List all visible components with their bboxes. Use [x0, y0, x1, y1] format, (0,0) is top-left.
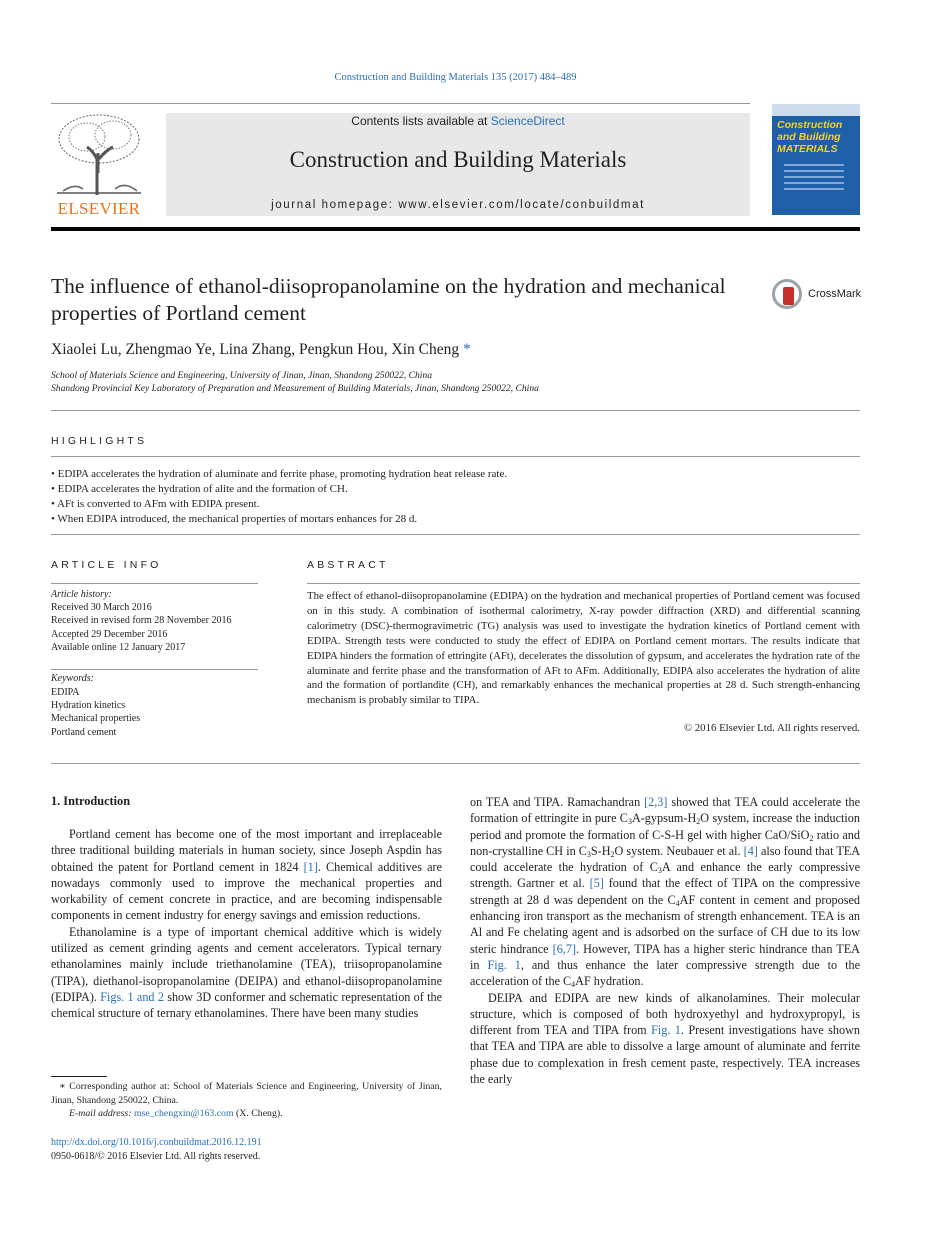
divider: [307, 583, 860, 584]
highlight-item: • EDIPA accelerates the hydration of alite and the formation of CH.: [51, 483, 348, 495]
footnote-rule: [51, 1076, 107, 1077]
journal-reference[interactable]: Construction and Building Materials 135 (2017) 484–489: [334, 72, 577, 83]
body-column-left: [51, 826, 442, 1022]
divider: [51, 583, 258, 584]
paragraph: Ethanolamine is a type of important chemical additive which is widely utilized as cement grinding agents and cement accelerators. Typical ternary ethanolamines mainly include triethanolamine (TEA), triisopropanolamine (TIPA), diethanol-isopropanolamine (DEIPA) and ethanol-diisopropanolamine (EDIPA). Figs. 1 and 2 show 3D conformer and schematic representation of the chemical structure of ternary ethanolamines. There have been many studies: [51, 924, 442, 1021]
keywords-label: Keywords:: [51, 673, 94, 684]
highlight-item: • EDIPA accelerates the hydration of aluminate and ferrite phase, promoting hydration heat release rate.: [51, 468, 508, 480]
article-info-heading: ARTICLE INFO: [51, 559, 162, 571]
citation-link[interactable]: [1]: [303, 859, 318, 874]
abstract-heading: ABSTRACT: [307, 559, 389, 571]
citation-link[interactable]: [4]: [743, 843, 758, 858]
paragraph: DEIPA and EDIPA are new kinds of alkanolamines. Their molecular structure, which is composed of both hydroxyethyl and hydroxypropyl, is different from TEA and TIPA from Fig. 1. Present investigations have shown that TEA and TIPA are able to dissolve a large amount of aluminate and ferrite phase due to complexation in fresh cement paste, respectively. TEA increases the early: [470, 990, 860, 1087]
header-divider: [51, 103, 750, 104]
elsevier-logo[interactable]: [51, 113, 147, 217]
journal-banner: [166, 113, 750, 216]
paragraph: Portland cement has become one of the most important and irreplaceable three traditional building materials in human society, since Joseph Aspdin has obtained the patent for Portland cement in 1824 [1]. Chemical additives are nowadays commonly used to improve the mechanical properties and workability of cement concrete in practice, and are becoming indispensable components in cement industry for energy savings and emission reductions.: [51, 827, 442, 923]
divider: [51, 669, 258, 670]
tree-icon: [53, 113, 145, 195]
paragraph: on TEA and TIPA. Ramachandran [2,3] showed that TEA could accelerate the formation of ettringite in pure $C_3A-gypsum-H_2O$ system, increase the induction period and promote the formation of C-S-H gel with higher CaO/SiO$_2$ ratio and non-crystalline CH in $C_3S-H_2O$ system. Neubauer et al. [4] also found that TEA could accelerate the hydration of $C_3A$ and enhance the early compressive strength. Gartner et al. [5] found that the effect of TIPA on the compressive strength at 28 d was dependent on the $C_4AF$ content in cement and proposed enhancing iron transport as the mechanism of strength enhancement. TEA is an Al and Fe chelating agent and is adsorbed on the surface of CH due to its low steric hindrance [6,7]. However, TIPA has a higher steric hindrance than TEA in Fig. 1, and thus enhance the later compressive strength due to the acceleration of the $C_4AF$ hydration.: [470, 795, 861, 990]
article-title: The influence of ethanol-diisopropanolamine on the hydration and mechanical properties of Portland cement: [51, 274, 726, 325]
journal-homepage[interactable]: journal homepage: www.elsevier.com/locate/conbuildmat: [271, 199, 645, 211]
divider: [51, 456, 860, 457]
elsevier-wordmark: ELSEVIER: [57, 199, 141, 218]
figure-link[interactable]: Figs. 1 and 2: [100, 989, 164, 1004]
highlight-item: • When EDIPA introduced, the mechanical properties of mortars enhances for 28 d.: [51, 513, 418, 525]
keyword: Portland cement: [51, 727, 117, 738]
author-email-link[interactable]: mse_chengxin@163.com: [133, 1108, 234, 1119]
author-list: Xiaolei Lu, Zhengmao Ye, Lina Zhang, Pengkun Hou, Xin Cheng *: [51, 341, 471, 358]
citation-link[interactable]: [6,7]: [552, 941, 577, 956]
header-thick-rule: [51, 227, 860, 231]
figure-link[interactable]: Fig. 1: [487, 957, 521, 972]
affiliation-2: Shandong Provincial Key Laboratory of Preparation and Measurement of Building Materials, Jinan, Shandong 250022, China: [51, 383, 539, 394]
cover-title: Construction and Building MATERIALS: [777, 119, 843, 155]
history-accepted: Accepted 29 December 2016: [51, 629, 168, 640]
section-heading: 1. Introduction: [51, 794, 131, 808]
issn-copyright: 0950-0618/© 2016 Elsevier Ltd. All rights reserved.: [51, 1151, 261, 1162]
history-revised: Received in revised form 28 November 2016: [51, 615, 232, 626]
doi-link[interactable]: http://dx.doi.org/10.1016/j.conbuildmat.2016.12.191: [51, 1137, 262, 1148]
contents-line: Contents lists available at ScienceDirect: [351, 114, 565, 128]
history-online: Available online 12 January 2017: [51, 642, 186, 653]
abstract-text: The effect of ethanol-diisopropanolamine (EDIPA) on the hydration and mechanical properties of Portland cement was focused on in this study. A combination of isothermal calorimetry, X-ray powder diffraction (XRD) and differential scanning calorimetry (DSC)-thermogravimetric (TG) analysis was used to investigate the hydration kinetics of Portland cement with EDIPA. Strength tests were conducted to study the effect of EDIPA on Portland cement mortars. The results indicate that EDIPA hinders the formation of ettringite (AFt), decelerates the dissolution of gypsum, and accelerates the hydration rate of the aluminate and ferrite phase and the transformation of AFt to AFm. Additionally, EDIPA also accelerates the hydration of alite and the formation of portlandite (CH), and remarkably enhances the mechanical properties at 28 d. Such strength-enhancing mechanism is probably similar to TIPA.: [307, 590, 860, 707]
keyword: Hydration kinetics: [51, 700, 126, 711]
crossmark-badge[interactable]: CrossMark: [772, 279, 864, 311]
journal-cover-thumbnail[interactable]: [772, 104, 860, 215]
divider: [51, 410, 860, 411]
abstract-copyright: © 2016 Elsevier Ltd. All rights reserved.: [683, 722, 860, 734]
highlights-heading: HIGHLIGHTS: [51, 435, 148, 447]
sciencedirect-link[interactable]: ScienceDirect: [490, 114, 565, 128]
keyword: Mechanical properties: [51, 713, 141, 724]
figure-link[interactable]: Fig. 1: [651, 1023, 681, 1038]
divider: [51, 763, 860, 764]
citation-link[interactable]: [2,3]: [644, 795, 668, 809]
journal-title: Construction and Building Materials: [289, 147, 627, 172]
crossmark-icon: [772, 279, 802, 309]
history-label: Article history:: [51, 589, 112, 600]
corresponding-author-mark[interactable]: *: [462, 341, 471, 358]
keyword: EDIPA: [51, 687, 80, 698]
affiliation-1: School of Materials Science and Engineering, University of Jinan, Jinan, Shandong 250022, China: [51, 370, 433, 381]
history-received: Received 30 March 2016: [51, 602, 152, 613]
highlight-item: • AFt is converted to AFm with EDIPA present.: [51, 498, 260, 510]
body-column-right: [470, 794, 860, 1087]
divider: [51, 534, 860, 535]
citation-link[interactable]: [5]: [589, 876, 604, 891]
corresponding-footnote: ∗ Corresponding author at: School of Materials Science and Engineering, University of Jinan, Jinan, Shandong 250022, China. E-mail address: mse_chengxin@163.com (X. Cheng).: [51, 1081, 443, 1119]
